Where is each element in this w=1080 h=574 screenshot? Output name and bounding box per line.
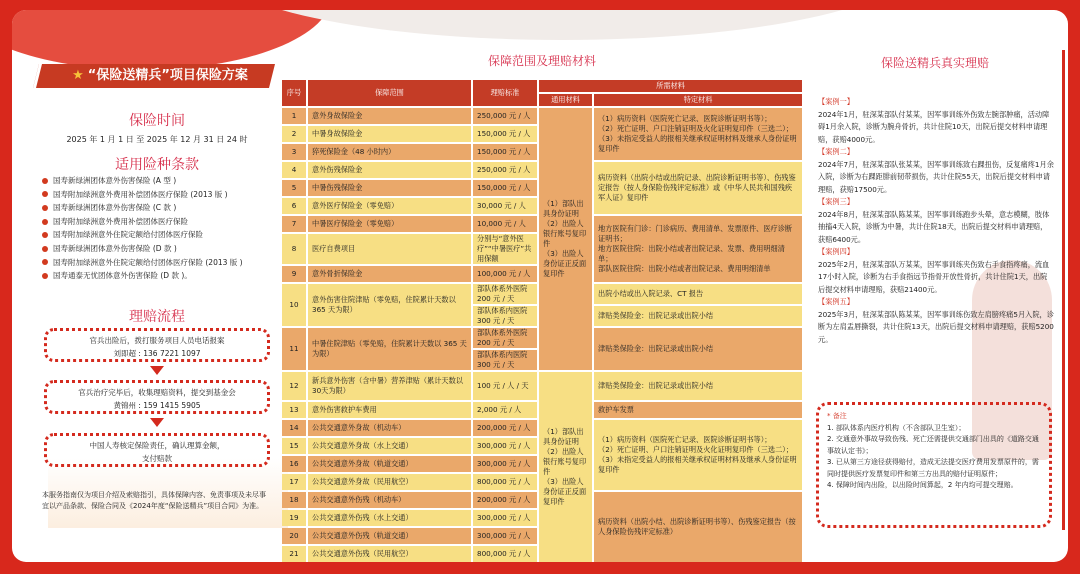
bullet-icon — [42, 259, 48, 265]
case-heading: 【案例二】 — [818, 147, 854, 156]
coverage-scope: 中暑伤残保险金 — [308, 180, 471, 196]
step-text: 中国人寿核定保险责任，确认理算金额， — [89, 441, 225, 450]
row-number: 18 — [282, 492, 306, 508]
row-number: 17 — [282, 474, 306, 490]
row-number: 9 — [282, 266, 306, 282]
claim-standard: 250,000 元 / 人 — [473, 108, 537, 124]
bullet-icon — [42, 273, 48, 279]
row-number: 10 — [282, 284, 306, 326]
row-number: 21 — [282, 546, 306, 562]
clauses-list — [42, 174, 243, 283]
row-number: 5 — [282, 180, 306, 196]
claim-standard: 100,000 元 / 人 — [473, 266, 537, 282]
claim-standard: 100 元 / 人 / 天 — [473, 372, 537, 400]
case-item — [818, 296, 1054, 346]
coverage-table — [280, 78, 804, 562]
row-number: 20 — [282, 528, 306, 544]
header-scope: 保障范围 — [308, 80, 471, 106]
clause-item — [42, 269, 243, 283]
case-item — [818, 246, 1054, 296]
clause-text: 国寿新绿洲团体意外伤害保险 (C 款 ) — [53, 203, 177, 213]
period-value: 2025 年 1 月 1 日 至 2025 年 12 月 31 日 24 时 — [66, 135, 248, 144]
table-row — [282, 372, 802, 400]
case-text: 2025年3月，驻深某部队陈某某，因军事训练伤致左肩膀疼痛5月入院，诊断为左肩盂唇撕裂，共计住院13天，出院后提交材料申请理赔，获赔5200元。 — [818, 309, 1054, 344]
claim-standard: 分别与“意外医疗”“中暑医疗”共用保额 — [473, 234, 537, 264]
row-number: 8 — [282, 234, 306, 264]
note-item: 1. 部队体系内医疗机构（不含部队卫生室）； — [827, 423, 966, 432]
case-heading: 【案例四】 — [818, 247, 854, 256]
row-number: 2 — [282, 126, 306, 142]
claim-standard: 部队体系外医院 200 元 / 天 — [473, 284, 537, 304]
clause-text: 国寿新绿洲团体意外伤害保险 (A 型 ) — [53, 176, 177, 185]
general-materials: （1）部队出具身份证明 （2）出险人银行账号复印件 （3）出险人身份证正反面复印件 — [539, 108, 592, 370]
coverage-scope: 公共交通意外身故（水上交通） — [308, 438, 471, 454]
bullet-icon — [42, 191, 48, 197]
process-heading: 理赔流程 — [129, 309, 185, 325]
header-specific: 特定材料 — [594, 94, 802, 106]
process-step-1 — [44, 328, 270, 362]
clause-item — [42, 228, 243, 242]
claim-standard: 300,000 元 / 人 — [473, 438, 537, 454]
row-number: 15 — [282, 438, 306, 454]
claim-standard: 部队体系外医院 200 元 / 天 — [473, 328, 537, 348]
notes-box — [816, 402, 1052, 528]
coverage-scope: 公共交通意外伤残（民用航空） — [308, 546, 471, 562]
clause-item — [42, 174, 243, 188]
clause-text: 国寿附加绿洲意外住院定额给付团体医疗保险 (2013 版 ) — [53, 257, 243, 267]
row-number: 1 — [282, 108, 306, 124]
star-icon: ★ — [72, 68, 84, 83]
coverage-scope: 中暑医疗保险金（零免赔） — [308, 216, 471, 232]
coverage-scope: 公共交通意外伤残（轨道交通） — [308, 528, 471, 544]
left-panel — [28, 58, 286, 528]
step-contact: 黄锦州 : 159 1415 5905 — [113, 401, 201, 410]
cases-list — [818, 96, 1054, 346]
step-text-2: 支付赔款 — [142, 454, 172, 463]
coverage-title: 保障范围及理赔材料 — [487, 54, 596, 68]
coverage-scope: 公共交通意外身故（机动车） — [308, 420, 471, 436]
case-heading: 【案例一】 — [818, 97, 854, 106]
clause-item — [42, 215, 243, 229]
header-materials: 所需材料 — [539, 80, 802, 92]
specific-materials: 津贴类保险金：出院记录或出院小结 — [594, 328, 802, 370]
step-text: 官兵出险后，拨打服务项目人员电话报案 — [89, 336, 225, 345]
row-number: 7 — [282, 216, 306, 232]
clause-text: 国寿新绿洲团体意外伤害保险 (D 款 ) — [53, 243, 177, 253]
arrow-down-icon — [150, 366, 164, 375]
coverage-scope: 意外骨折保险金 — [308, 266, 471, 282]
step-contact: 刘即超 : 136 7221 1097 — [113, 349, 201, 358]
case-text: 2025年2月，驻深某部队万某某，因军事训练夹伤致右手食指疼痛，流血17小时入院，诊断为右手食指远节指骨开放性骨折，共计住院1天，出院后提交材料申请理赔，获赔21400元。 — [818, 259, 1050, 294]
cases-title: 保险送精兵真实理赔 — [880, 56, 989, 70]
specific-materials: 病历资料（出院小结或出院记录、出院诊断证明书等）、伤残鉴定报告（按人身保险伤残评定标准）或《中华人民共和国残疾军人证》复印件 — [594, 162, 802, 214]
row-number: 6 — [282, 198, 306, 214]
clause-item — [42, 201, 243, 215]
claim-standard: 部队体系内医院 300 元 / 天 — [473, 350, 537, 370]
specific-materials: 病历资料（出院小结、出院诊断证明书等）、伤残鉴定报告（按人身保险伤残评定标准） — [594, 492, 802, 562]
clause-text: 国寿附加绿洲意外费用补偿团体医疗保险 (2013 版 ) — [53, 189, 228, 199]
table-row — [282, 108, 802, 124]
step-text: 官兵治疗完毕后，收集理赔资料，提交到基金会 — [78, 388, 236, 397]
row-number: 14 — [282, 420, 306, 436]
case-heading: 【案例五】 — [818, 297, 854, 306]
case-item — [818, 96, 1054, 146]
coverage-scope: 中暑住院津贴（零免赔，住院累计天数以 365 天为限） — [308, 328, 471, 370]
header-no: 序号 — [282, 80, 306, 106]
specific-materials: 津贴类保险金：出院记录或出院小结 — [594, 306, 802, 326]
claim-standard: 150,000 元 / 人 — [473, 126, 537, 142]
notes-heading: * 备注 — [827, 412, 847, 420]
coverage-scope: 公共交通意外身故（轨道交通） — [308, 456, 471, 472]
specific-materials: 救护车发票 — [594, 402, 802, 418]
claim-standard: 200,000 元 / 人 — [473, 492, 537, 508]
claim-standard: 300,000 元 / 人 — [473, 510, 537, 526]
specific-materials: （1）病历资料（医院死亡记录、医院诊断证明书等）； （2）死亡证明、户口注销证明及火化证明复印件（三选二）； （3）未指定受益人的报相关继承权证明材料及继承人身份证明复印件 — [594, 108, 802, 160]
claim-standard: 150,000 元 / 人 — [473, 144, 537, 160]
claim-standard: 300,000 元 / 人 — [473, 528, 537, 544]
row-number: 19 — [282, 510, 306, 526]
claim-standard: 200,000 元 / 人 — [473, 420, 537, 436]
row-number: 13 — [282, 402, 306, 418]
specific-materials: 津贴类保险金：出院记录或出院小结 — [594, 372, 802, 400]
case-item — [818, 146, 1054, 196]
clause-text: 国寿附加绿洲意外住院定额给付团体医疗保险 — [53, 230, 203, 240]
clause-text: 国寿附加绿洲意外费用补偿团体医疗保险 — [53, 216, 188, 226]
specific-materials: 地方医院有门诊：门诊病历、费用清单、发票原件、医疗诊断证明书； 地方医院住院：出院小结或者出院记录、发票、费用明细清单； 部队医院住院：出院小结或者出院记录、费用明细清单 — [594, 216, 802, 282]
bullet-icon — [42, 205, 48, 211]
specific-materials: 出院小结或出入院记录、CT 报告 — [594, 284, 802, 304]
plan-title: “保险送精兵”项目保险方案 — [87, 68, 248, 83]
header-standard: 理赔标准 — [473, 80, 537, 106]
coverage-scope: 中暑身故保险金 — [308, 126, 471, 142]
note-item: 4. 保障时间内出险，以出险时间算起，2 年内均可提交理赔。 — [827, 481, 1018, 489]
row-number: 12 — [282, 372, 306, 400]
coverage-scope: 公共交通意外身故（民用航空） — [308, 474, 471, 490]
clause-item — [42, 242, 243, 256]
claim-standard: 150,000 元 / 人 — [473, 180, 537, 196]
row-number: 3 — [282, 144, 306, 160]
coverage-scope: 公共交通意外伤残（水上交通） — [308, 510, 471, 526]
plan-title-wrap — [42, 66, 278, 86]
clause-item — [42, 256, 243, 270]
row-number: 11 — [282, 328, 306, 370]
edge-stripe — [1062, 50, 1065, 530]
claim-standard: 800,000 元 / 人 — [473, 546, 537, 562]
bullet-icon — [42, 219, 48, 225]
row-number: 4 — [282, 162, 306, 178]
case-item — [818, 196, 1054, 246]
coverage-scope: 公共交通意外伤残（机动车） — [308, 492, 471, 508]
process-step-2 — [44, 380, 270, 414]
clause-item — [42, 188, 243, 202]
claim-standard: 部队体系内医院 300 元 / 天 — [473, 306, 537, 326]
general-materials: （1）部队出具身份证明 （2）出险人银行账号复印件 （3）出险人身份证正反面复印件 — [539, 372, 592, 562]
decorative-curve — [212, 10, 912, 40]
coverage-scope: 新兵意外伤害（含中暑）营养津贴（累计天数以30天为限） — [308, 372, 471, 400]
bullet-icon — [42, 178, 48, 184]
case-text: 2024年1月，驻深某部队付某某，因军事训练外伤致左腕部肿痛，活动障碍1月余入院，诊断为腕舟骨折，共计住院10天，出院后提交材料申请理赔，获赔4000元。 — [818, 109, 1050, 144]
header-general: 通用材料 — [539, 94, 592, 106]
case-heading: 【案例三】 — [818, 197, 854, 206]
claim-standard: 800,000 元 / 人 — [473, 474, 537, 490]
coverage-scope: 医疗自费项目 — [308, 234, 471, 264]
period-heading: 保险时间 — [129, 113, 185, 129]
process-step-3 — [44, 433, 270, 467]
case-text: 2024年8月，驻深某部队陈某某，因军事训练跑步头晕，意志模糊，肢体抽搐4天入院，诊断为中暑，共计住院18天，出院后提交材料申请理赔，获赔6400元。 — [818, 209, 1050, 244]
claim-standard: 30,000 元 / 人 — [473, 198, 537, 214]
bullet-icon — [42, 246, 48, 252]
claim-standard: 2,000 元 / 人 — [473, 402, 537, 418]
coverage-scope: 意外伤害救护车费用 — [308, 402, 471, 418]
coverage-scope: 意外伤害住院津贴（零免赔，住院累计天数以 365 天为限） — [308, 284, 471, 326]
row-number: 16 — [282, 456, 306, 472]
specific-materials: （1）病历资料（医院死亡记录、医院诊断证明书等）； （2）死亡证明、户口注销证明及火化证明复印件（三选二）； （3）未指定受益人的报相关继承权证明材料及继承人身份证明复印件 — [594, 420, 802, 490]
coverage-scope: 意外伤残保险金 — [308, 162, 471, 178]
clauses-heading: 适用险种条款 — [115, 157, 199, 173]
bullet-icon — [42, 232, 48, 238]
note-item: 3. 已从第三方途径获得赔付，造成无法提交医疗费用发票原件的，需同时提供医疗发票复印件和第三方出具的赔付证明原件； — [827, 458, 1039, 478]
coverage-scope: 猝死保险金（48 小时内） — [308, 144, 471, 160]
claim-standard: 10,000 元 / 人 — [473, 216, 537, 232]
brochure-sheet — [12, 10, 1068, 562]
arrow-down-icon — [150, 418, 164, 427]
claim-standard: 300,000 元 / 人 — [473, 456, 537, 472]
coverage-scope: 意外医疗保险金（零免赔） — [308, 198, 471, 214]
coverage-scope: 意外身故保险金 — [308, 108, 471, 124]
note-item: 2. 交通意外事故导致伤残、死亡还需提供交通部门出具的《道路交通事故认定书》； — [827, 435, 1039, 455]
clause-text: 国寿通泰无忧团体意外伤害保险 (D 款 )。 — [53, 271, 192, 281]
disclaimer: 本服务指南仅为项目介绍及索赔指引，具体保障内容、免责事项及未尽事宜以产品条款、保险合同及《2024年度“保险送精兵”项目合同》为准。 — [42, 491, 266, 510]
claim-standard: 250,000 元 / 人 — [473, 162, 537, 178]
case-text: 2024年7月，驻深某部队张某某，因军事训练致右踝扭伤，反复痛疼1月余入院，诊断为右踝距腓前韧带损伤，共计住院55天，出院后提交材料申请理赔，获赔17500元。 — [818, 159, 1054, 194]
